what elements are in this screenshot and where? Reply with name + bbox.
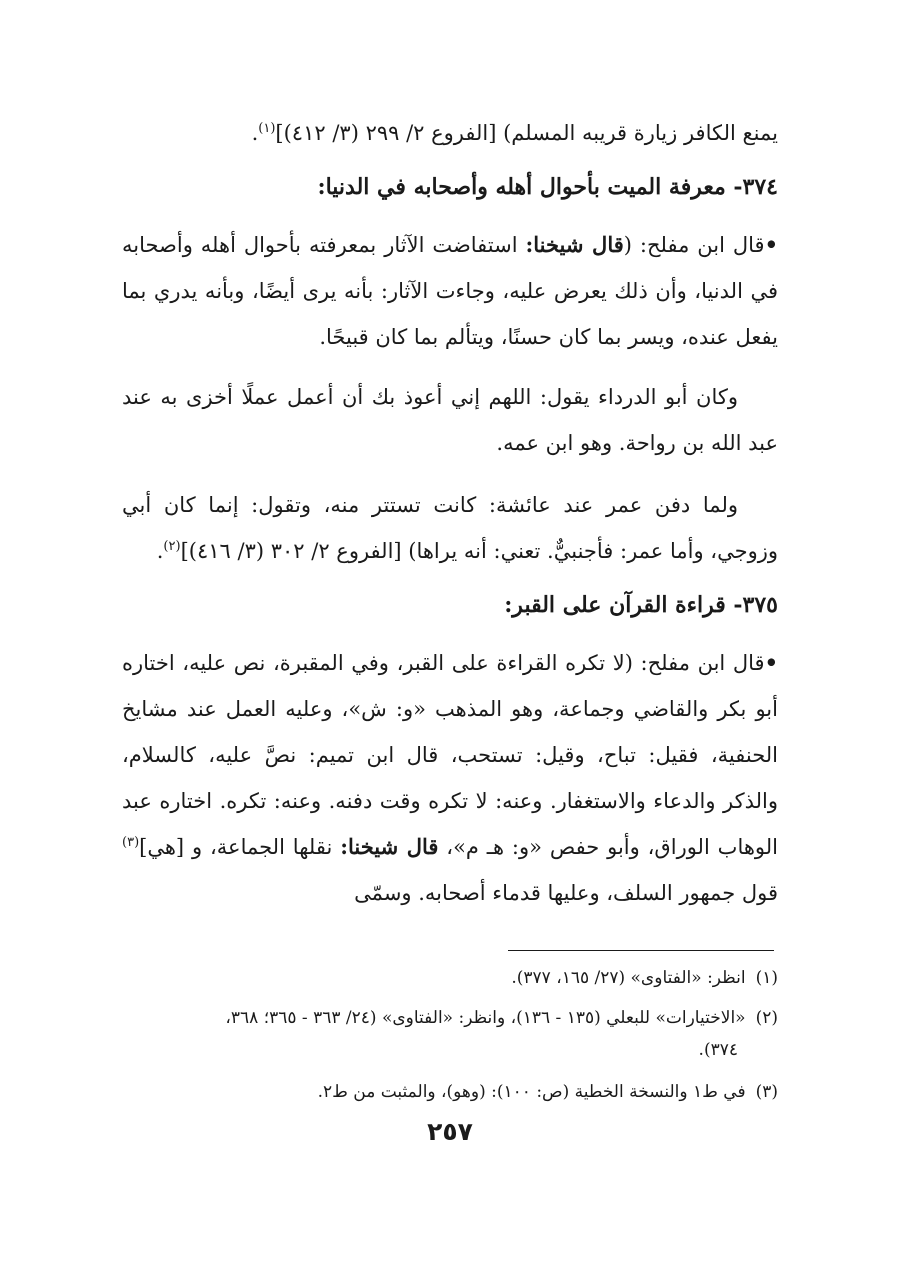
footnote-3	[118, 1076, 778, 1108]
paragraph-text: نقلها الجماعة، و [هي]	[139, 835, 341, 859]
footnote-2	[118, 1002, 778, 1066]
paragraph-text: قال ابن مفلح: (لا تكره القراءة على القبر، وفي المقبرة، نص عليه، اختاره أبو بكر والقاضي وجماعة، وهو المذهب «و: ش»، وعليه العمل عند مشايخ الحنفية، فقيل: تباح، وقيل: تستحب، قال ابن تميم: نصَّ عليه، كالسلام، والذكر والدعاء والاستغفار. وعنه: لا تكره وقت دفنه. وعنه: تكره. اختاره عبد الوهاب الوراق، وأبو حفص «و: هـ م»،	[122, 651, 778, 859]
paragraph-umar	[122, 482, 778, 574]
footnote-ref-1[interactable]: (١)	[258, 121, 276, 136]
footnote-number: (١)	[755, 968, 778, 988]
footnote-number: (٣)	[755, 1082, 778, 1102]
paragraph-abu-darda: وكان أبو الدرداء يقول: اللهم إني أعوذ بك أن أعمل عملًا أخزى به عند عبد الله بن رواحة. وهو ابن عمه.	[122, 385, 778, 455]
footnote-divider	[508, 950, 774, 951]
footnote-number: (٢)	[755, 1008, 778, 1028]
section-heading-374: ٣٧٤- معرفة الميت بأحوال أهله وأصحابه في الدنيا:	[317, 174, 778, 200]
paragraph-text: قول جمهور السلف، وعليها قدماء أصحابه. وسمّى	[354, 881, 778, 905]
paragraph-374-main	[122, 222, 778, 360]
paragraph-end: .	[156, 539, 164, 563]
footnote-text: «الاختيارات» للبعلي (١٣٥ - ١٣٦)، وانظر: «الفتاوى» (٢٤/ ٣٦٣ - ٣٦٥؛ ٣٦٨،	[225, 1008, 746, 1028]
section-heading-375: ٣٧٥- قراءة القرآن على القبر:	[504, 592, 778, 618]
emphasis-text: قال شيخنا:	[525, 232, 624, 257]
paragraph-text: قال ابن مفلح: (	[623, 233, 765, 257]
footnote-ref-3[interactable]: (٣)	[122, 835, 140, 850]
footnote-text: في ط١ والنسخة الخطية (ص: ١٠٠): (وهو)، والمثبت من ط٢.	[317, 1082, 746, 1102]
paragraph-continuation	[122, 110, 778, 156]
page-number: ٢٥٧	[427, 1117, 473, 1146]
paragraph-text: يمنع الكافر زيارة قريبه المسلم) [الفروع ٢/ ٢٩٩ (٣/ ٤١٢)]	[275, 121, 778, 145]
paragraph-text: ولما دفن عمر عند عائشة: كانت تستتر منه، وتقول: إنما كان أبي وزوجي، وأما عمر: فأجنبيٌّ. تعني: أنه يراها) [الفروع ٢/ ٣٠٢ (٣/ ٤١٦)]	[122, 493, 778, 563]
footnote-text-continued: ٣٧٤).	[698, 1040, 738, 1060]
bullet-icon: •	[764, 232, 779, 257]
emphasis-text: قال شيخنا:	[340, 834, 439, 859]
paragraph-text: استفاضت الآثار بمعرفته بأحوال أهله وأصحابه في الدنيا، وأن ذلك يعرض عليه، وجاءت الآثار: بأنه يرى أيضًا، وبأنه يدري بما يفعل عنده، ويسر بما كان حسنًا، ويتألم بما كان قبيحًا.	[122, 233, 778, 349]
bullet-icon: •	[764, 650, 778, 675]
paragraph-375-main	[122, 640, 778, 916]
footnote-ref-2[interactable]: (٢)	[163, 539, 181, 554]
paragraph-end: .	[251, 121, 259, 145]
footnote-1	[118, 962, 778, 994]
footnote-text: انظر: «الفتاوى» (٢٧/ ١٦٥، ٣٧٧).	[511, 968, 746, 988]
